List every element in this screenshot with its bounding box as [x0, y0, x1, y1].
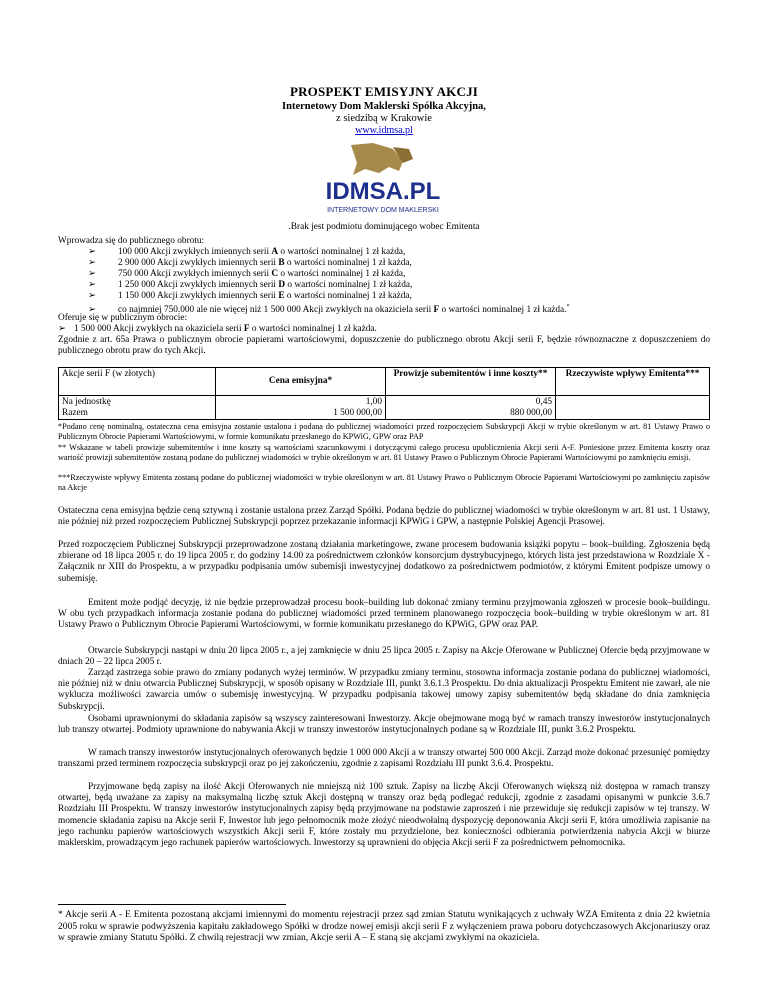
table-header: Cena emisyjna*: [216, 368, 386, 396]
table-note-2: ** Wskazane w tabeli prowizje subemitentów i inne koszty są wartościami szacunkowymi i dotyczącymi całego procesu upublicznienia Akcji serii A-F. Poniesione przez Emitenta koszty oraz wartość prowizji subemitentów zostaną podane do publicznej wiadomości w trybie określonym w art. 81 Ustawy Prawo o Publicznym Obrocie Papierami Wartościowymi po zamknięciu emisji.: [58, 443, 710, 462]
paragraph-bookbuilding-change: Emitent może podjąć decyzję, iż nie będzie przeprowadzał procesu book–building lub dokonać zmiany terminu przyjmowania zgłoszeń w procesie book–buildingu. W obu tych przypadkach informacja zostanie podana do publicznej wiadomości przed terminem planowanego rozpoczęcia book–building w trybie określonym w art. 81 Ustawy Prawo o Publicznym Obrocie Papierami Wartościowymi, w formie komunikatu przesłanego do KPWiG, GPW oraz PAP.: [58, 598, 710, 631]
table-cell: 880 000,00: [510, 408, 552, 418]
footnote-text: * Akcje serii A - E Emitenta pozostaną akcjami imiennymi do momentu rejestracji przez sąd zmian Statutu wynikających z uchwały WZA Emitenta z dnia 22 kwietnia 2005 roku w sprawie podwyższenia kapitału zakładowego Spółki w drodze nowej emisji akcji serii F z wyłączeniem prawa poboru dotychczasowych Akcjonariuszy oraz w sprawie zmiany Statutu Spółki. Z chwilą rejestracji ww zmian, Akcje serii A – E staną się akcjami zwykłymi na okaziciela.: [58, 909, 710, 944]
paragraph-price: Ostateczna cena emisyjna będzie ceną sztywną i zostanie ustalona przez Zarząd Spółki. Podana będzie do publicznej wiadomości w trybie określonym w art. 81 ust. 1 Ustawy, nie później niż przed rozpoczęciem Publicznej Subskrypcji poprzez przekazanie informacji KPWiG i GPW, a następnie Polskiej Agencji Prasowej.: [58, 506, 710, 528]
table-note-1: *Podano cenę nominalną, ostateczna cena emisyjna zostanie ustalona i podana do publicznej wiadomości przed rozpoczęciem Subskrypcji Akcji w trybie określonym w art. 81 Ustawy Prawo o Publicznym Obrocie Papierami Wartościowymi, w formie komunikatu przesłanego do KPWiG, GPW oraz PAP: [58, 422, 710, 441]
footnote-divider: [58, 904, 286, 905]
paragraph-subscription-dates: Otwarcie Subskrypcji nastąpi w dniu 20 lipca 2005 r., a jej zamknięcie w dniu 25 lipca 2005 r. Zapisy na Akcje Oferowane w Publicznej Ofercie będą przyjmowane w dniach 20 – 22 lipca 2005 r.: [58, 646, 710, 668]
paragraph-terms-change: Zarząd zastrzega sobie prawo do zmiany podanych wyżej terminów. W przypadku zmiany terminu, stosowna informacja zostanie podana do publicznej wiadomości, nie później niż w dniu otwarcia Publicznej Subskrypcji, w sposób opisany w Rozdziale III, punkt 3.6.1.3 Prospektu. Do dnia aktualizacji Prospektu Emitent nie zawarł, ale nie wyklucza możliwości zawarcia umów o subemisję inwestycyjną. W przypadku podpisania takowej umowy zapisy subemitentów będą składane do dnia zamknięcia Subskrypcji.: [58, 668, 710, 712]
arrow-bullet-icon: ➢: [88, 280, 96, 290]
svg-text:IDMSA.PL: IDMSA.PL: [325, 178, 441, 205]
svg-text:INTERNETOWY DOM MAKLERSKI: INTERNETOWY DOM MAKLERSKI: [327, 207, 439, 214]
paragraph-eligible-investors: Osobami uprawnionymi do składania zapisów są wszyscy zainteresowani Inwestorzy. Akcje obejmowane mogą być w ramach transzy inwestorów instytucjonalnych lub transzy otwartej. Podmioty uprawnione do nabywania Akcji w transzy inwestorów instytucjonalnych podane są w Rozdziale III, punkt 3.6.2 Prospektu.: [58, 714, 710, 736]
table-cell: 1 500 000,00: [333, 408, 382, 418]
table-header: Prowizje subemitentów i inne koszty**: [386, 368, 556, 396]
paragraph-bookbuilding: Przed rozpoczęciem Publicznej Subskrypcji przeprowadzone zostaną działania marketingowe, zwane procesem budowania książki popytu – book–building. Zgłoszenia będą zbierane od 18 lipca 2005 r. do 19 lipca 2005 r. do godziny 14.00 za pośrednictwem członków konsorcjum dystrybucyjnego, których lista jest przedstawiona w Rozdziale X - Załącznik nr XIII do Prospektu, a w przypadku podpisania umów subemisji inwestycyjnej dodatkowo za pośrednictwem podmiotów, z którymi Emitent podpisze umowy o subemisję.: [58, 540, 710, 584]
dominant-entity-note: .Brak jest podmiotu dominującego wobec Emitenta: [288, 222, 480, 232]
list-item: ➢ 1 250 000 Akcji zwykłych imiennych serii D o wartości nominalnej 1 zł każda,: [88, 280, 413, 290]
table-cell: 1,00: [365, 397, 382, 407]
lion-logo-icon: [313, 141, 453, 219]
paragraph-tranches: W ramach transzy inwestorów instytucjonalnych oferowanych będzie 1 000 000 Akcji a w transzy otwartej 500 000 Akcji. Zarząd może dokonać przesunięć pomiędzy transzami przed terminem rozpoczęcia subskrypcji oraz po jej zakończeniu, zgodnie z zapisami Rozdziału III punkt 3.6.4. Prospektu.: [58, 748, 710, 770]
table-row: [59, 396, 710, 420]
idmsa-logo: [313, 141, 453, 219]
introduces-heading: Wprowadza się do publicznego obrotu:: [58, 236, 205, 246]
website-link[interactable]: www.idmsa.pl: [355, 125, 413, 136]
table-note-3: ***Rzeczywiste wpływy Emitenta zostaną podane do publicznej wiadomości w trybie określonym w art. 81 Ustawy Prawo o Publicznym Obrocie Papierami Wartościowymi po zamknięciu zapisów na Akcje: [58, 473, 710, 492]
list-item: ➢ co najmniej 750.000 ale nie więcej niż 1 500 000 Akcji zwykłych na okaziciela serii F o wartości nominalnej 1 zł każda.*: [88, 304, 570, 316]
list-item: ➢ 100 000 Akcji zwykłych imiennych serii A o wartości nominalnej 1 zł każda,: [88, 247, 406, 257]
arrow-bullet-icon: ➢: [88, 291, 96, 301]
offer-costs-table: [58, 367, 710, 420]
company-name: Internetowy Dom Maklerski Spółka Akcyjna,: [282, 101, 486, 112]
list-item: ➢ 2 900 000 Akcji zwykłych imiennych serii B o wartości nominalnej 1 zł każda,: [88, 258, 412, 268]
arrow-bullet-icon: ➢: [58, 324, 66, 334]
arrow-bullet-icon: ➢: [88, 247, 96, 257]
table-cell: Razem: [62, 408, 88, 418]
arrow-bullet-icon: ➢: [88, 269, 96, 279]
document-title: PROSPEKT EMISYJNY AKCJI: [289, 84, 479, 99]
art65-paragraph: Zgodnie z art. 65a Prawa o publicznym obrocie papierami wartościowymi, dopuszczenie do publicznego obrotu Akcji serii F, będzie równoznaczne z dopuszczeniem do publicznego obrotu praw do tych Akcji.: [58, 335, 710, 357]
paragraph-subscriptions: Przyjmowane będą zapisy na ilość Akcji Oferowanych nie mniejszą niż 100 sztuk. Zapisy na liczbę Akcji Oferowanych większą niż dostępna w ramach transzy otwartej, będą uważane za zapisy na maksymalną liczbę sztuk Akcji dostępną w transzy oraz będą podlegać redukcji, zgodnie z zasadami opisanymi w punkcie 3.6.7 Rozdziału III Prospektu. W transzy inwestorów instytucjonalnych zapisy będą przyjmowane na podstawie zaproszeń i nie przewiduje się redukcji zapisów w tej transzy. W momencie składania zapisu na Akcje serii F, Inwestor lub jego pełnomocnik może złożyć nieodwołalną dyspozycję deponowania Akcji serii F, która umożliwia zapisanie na jego rachunku papierów wartościowych wszystkich Akcji serii F, które zostały mu przydzielone, bez konieczności odbierania potwierdzenia nabycia Akcji w biurze maklerskim, prowadzącym jego rachunek papierów wartościowych. Inwestorzy są uprawnieni do objęcia Akcji serii F za pośrednictwem pełnomocnika.: [58, 782, 710, 849]
offers-heading: Oferuje się w publicznym obrocie:: [58, 313, 188, 323]
table-header: Akcje serii F (w złotych): [59, 368, 216, 396]
list-item: ➢ 1 150 000 Akcji zwykłych imiennych serii E o wartości nominalnej 1 zł każda,: [88, 291, 412, 301]
company-seat: z siedzibą w Krakowie: [336, 113, 432, 124]
list-item: ➢ 750 000 Akcji zwykłych imiennych serii C o wartości nominalnej 1 zł każda,: [88, 269, 406, 279]
arrow-bullet-icon: ➢: [88, 258, 96, 268]
offer-list-item: ➢ 1 500 000 Akcji zwykłych na okaziciela serii F o wartości nominalnej 1 zł każda.: [58, 324, 377, 334]
arrow-bullet-icon: ➢: [88, 305, 96, 316]
footnote-marker[interactable]: *: [566, 304, 570, 310]
table-cell: 0,45: [535, 397, 552, 407]
table-header: Rzeczywiste wpływy Emitenta***: [556, 368, 710, 396]
table-cell: Na jednostkę: [62, 397, 111, 407]
